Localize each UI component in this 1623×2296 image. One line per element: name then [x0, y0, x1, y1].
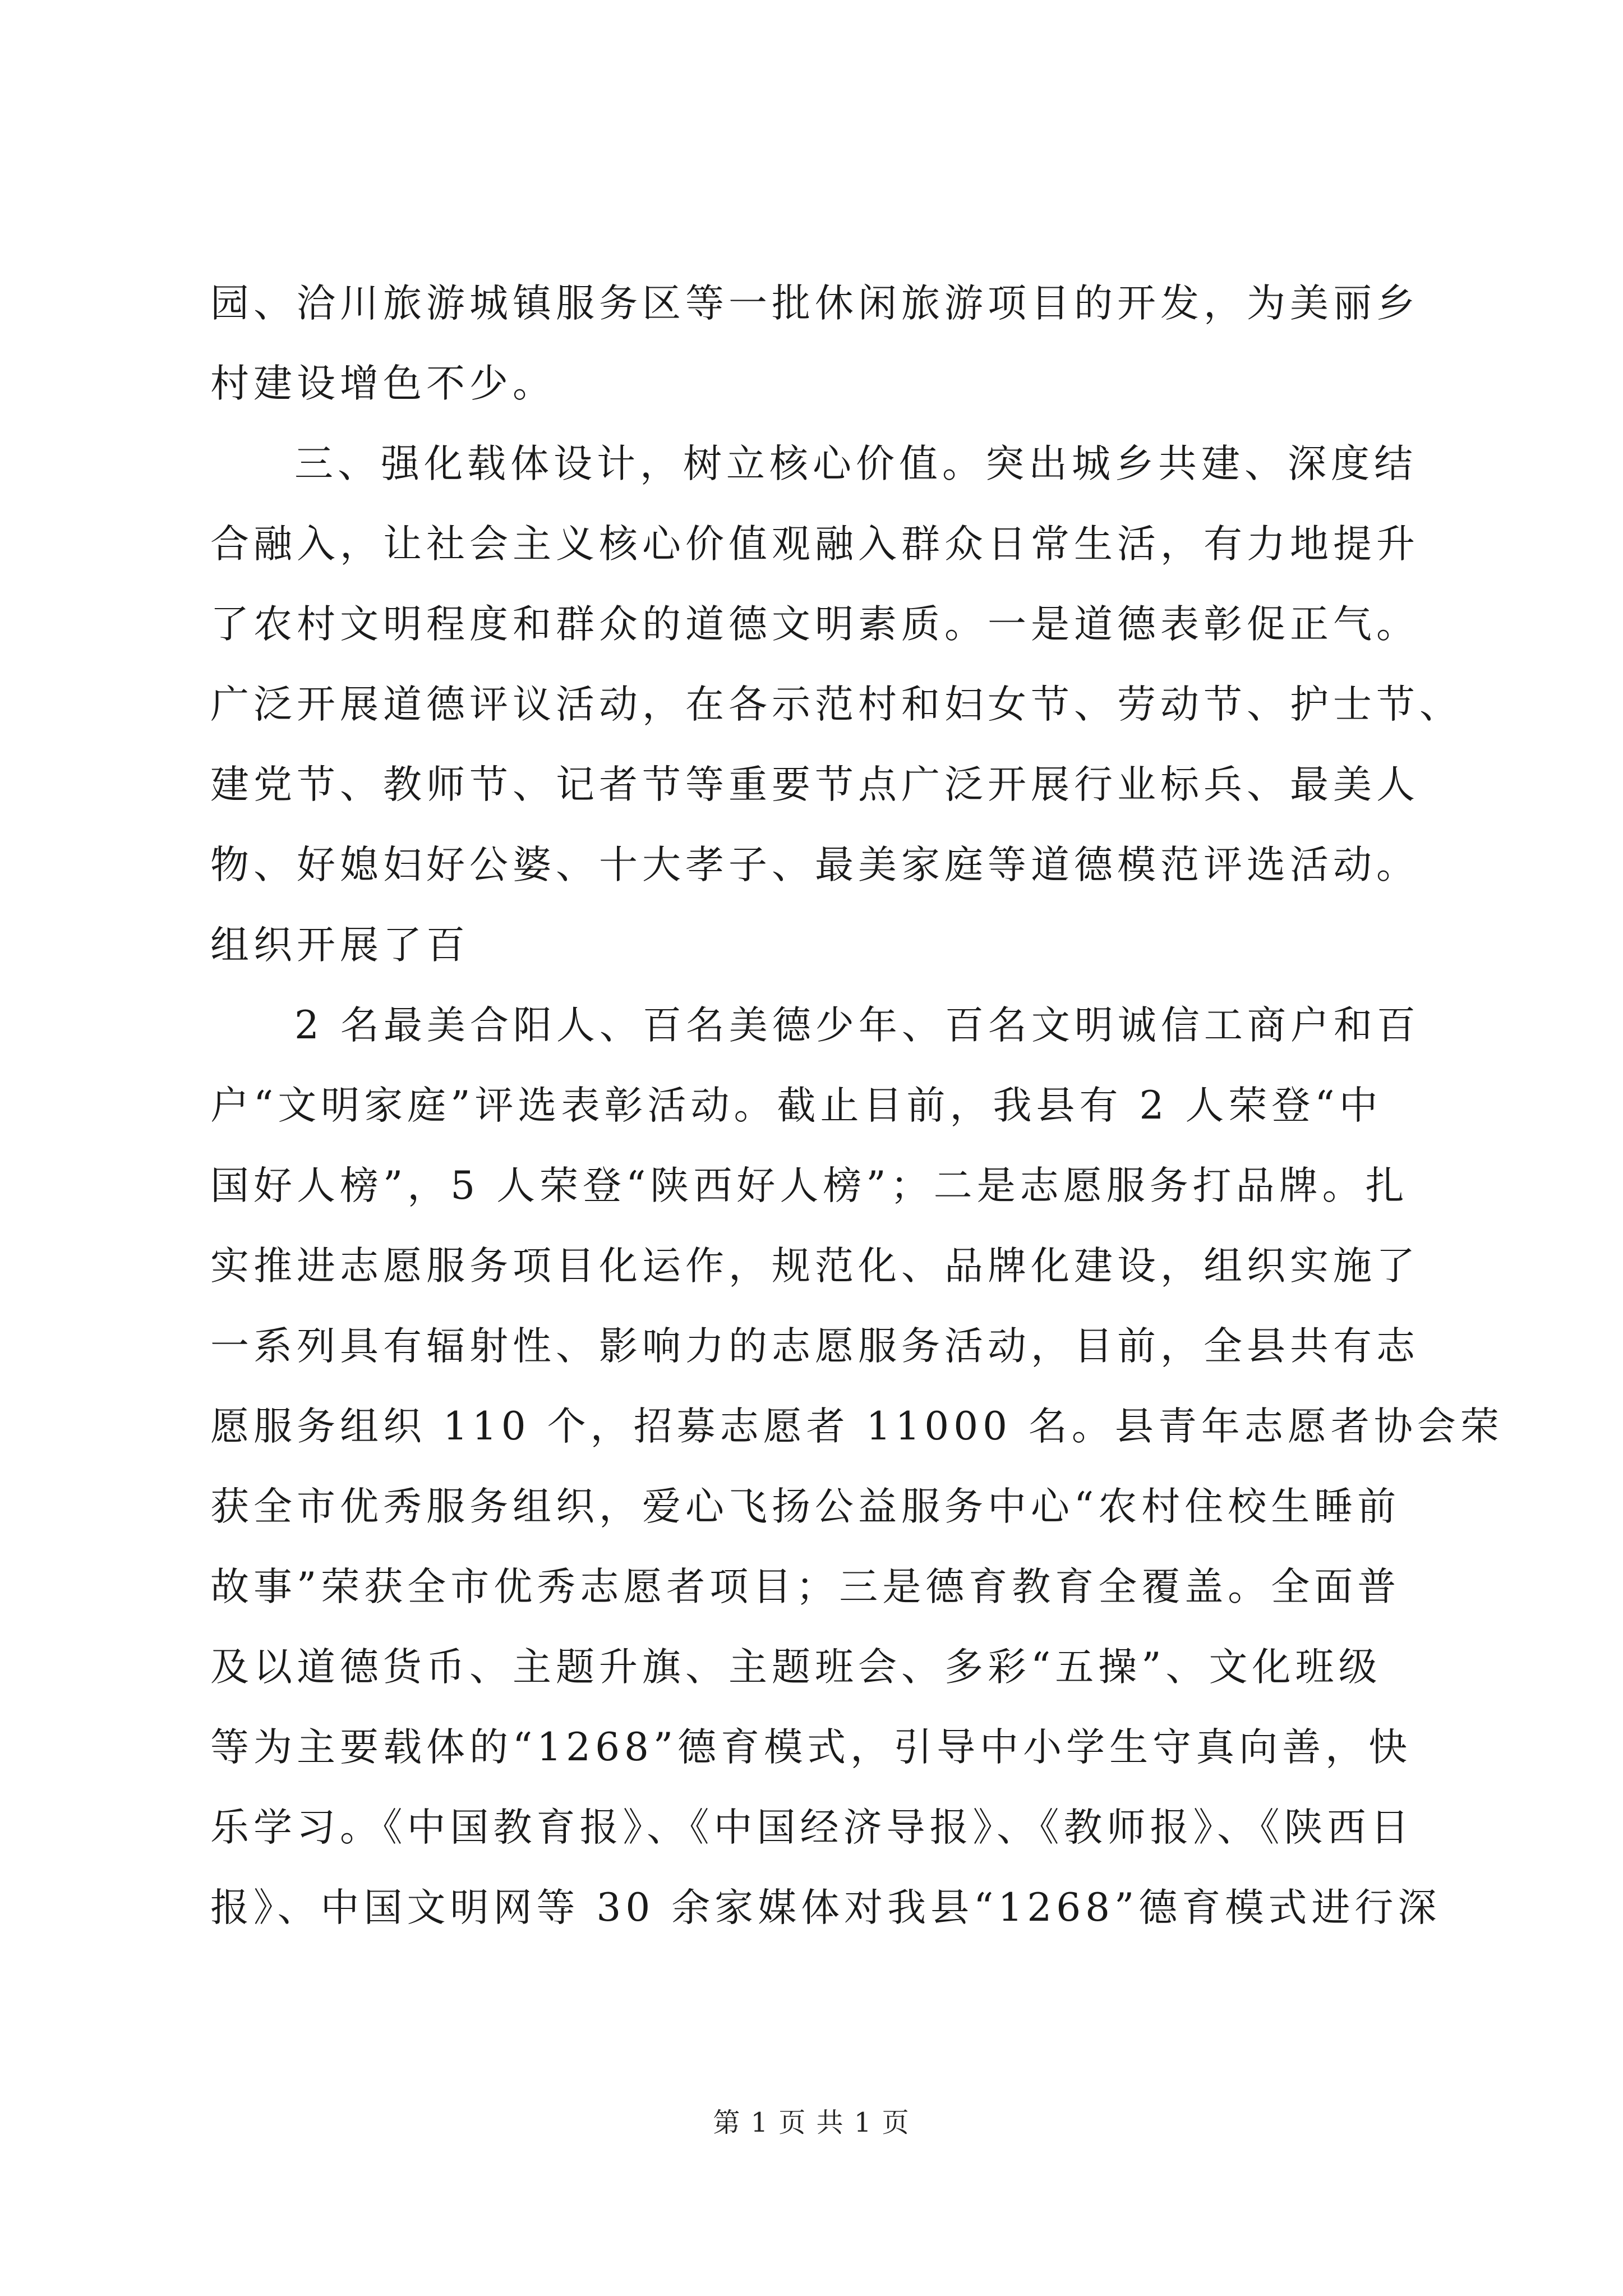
text-line: 愿服务组织 110 个，招募志愿者 11000 名。县青年志愿者协会荣 — [210, 1404, 1504, 1449]
text-line: 一系列具有辐射性、影响力的志愿服务活动，目前，全县共有志 — [210, 1324, 1419, 1369]
text-line: 国好人榜”，5 人荣登“陕西好人榜”；二是志愿服务打品牌。扎 — [210, 1163, 1409, 1208]
text-line: 合融入，让社会主义核心价值观融入群众日常生活，有力地提升 — [210, 522, 1419, 567]
text-line: 组织开展了百 — [210, 923, 469, 968]
document-body — [210, 264, 1504, 1948]
text-line: 了农村文明程度和群众的道德文明素质。一是道德表彰促正气。 — [210, 602, 1419, 647]
text-line: 村建设增色不少。 — [210, 361, 556, 406]
page-footer: 第 1 页 共 1 页 — [713, 2107, 910, 2138]
text-line: 广泛开展道德评议活动，在各示范村和妇女节、劳动节、护士节、 — [210, 682, 1463, 727]
text-line: 报》、中国文明网等 30 余家媒体对我县“1268”德育模式进行深 — [210, 1885, 1441, 1930]
text-line: 等为主要载体的“1268”德育模式，引导中小学生守真向善，快 — [210, 1725, 1412, 1770]
text-line: 户“文明家庭”评选表彰活动。截止目前，我县有 2 人荣登“中 — [210, 1083, 1382, 1128]
text-line: 园、洽川旅游城镇服务区等一批休闲旅游项目的开发，为美丽乡 — [210, 281, 1419, 326]
text-line: 故事”荣获全市优秀志愿者项目；三是德育教育全覆盖。全面普 — [210, 1565, 1401, 1609]
text-line: 及以道德货币、主题升旗、主题班会、多彩“五操”、文化班级 — [210, 1645, 1382, 1690]
text-line: 建党节、教师节、记者节等重要节点广泛开展行业标兵、最美人 — [210, 762, 1419, 807]
text-line: 乐学习。《中国教育报》、《中国经济导报》、《教师报》、《陕西日 — [210, 1805, 1414, 1850]
text-line: 三、强化载体设计，树立核心价值。突出城乡共建、深度结 — [294, 441, 1417, 486]
text-line: 物、好媳妇好公婆、十大孝子、最美家庭等道德模范评选活动。 — [210, 843, 1419, 887]
text-line: 获全市优秀服务组织，爱心飞扬公益服务中心“农村住校生睡前 — [210, 1484, 1401, 1529]
text-line: 2 名最美合阳人、百名美德少年、百名文明诚信工商户和百 — [294, 1003, 1420, 1048]
text-line: 实推进志愿服务项目化运作，规范化、品牌化建设，组织实施了 — [210, 1244, 1419, 1289]
